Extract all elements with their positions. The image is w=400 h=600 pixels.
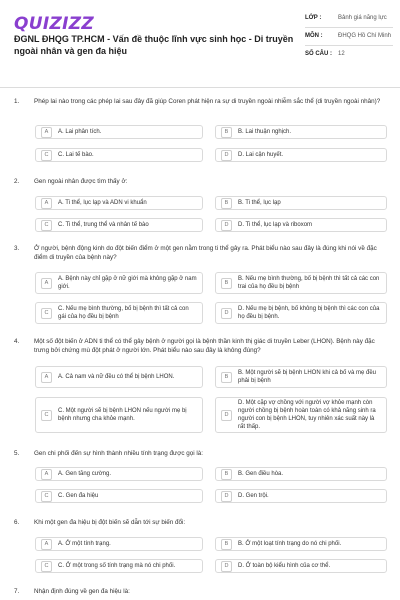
option-text: B. Gen điều hòa. [238,471,284,477]
meta-value: Bảnh giá năng lực [338,15,387,21]
meta-label: LỚP : [305,15,322,21]
option-b[interactable] [215,125,387,139]
option-b[interactable] [215,537,387,551]
meta-value: 12 [338,51,345,57]
meta-label: SỐ CÂU : [305,51,332,57]
option-text: A. Cả nam và nữ đều có thể bị bệnh LHON. [58,374,175,380]
question-number: 2. [14,178,20,185]
option-text: C. Một người sẽ bị bệnh LHON nếu người mẹ bị bệnh nhưng cha khỏe mạnh. [58,408,187,422]
meta-value: ĐHQG Hồ Chí Minh [338,33,392,39]
option-c[interactable] [35,397,203,433]
option-a[interactable] [35,272,203,294]
question-stem [14,587,384,596]
option-letter: B [221,372,232,383]
option-d[interactable] [215,218,387,232]
option-letter: D [221,150,232,161]
question-stem [14,337,384,355]
option-text: C. Ti thể, trung thể và nhân tế bào [58,222,149,228]
option-d[interactable] [215,559,387,573]
option-a[interactable] [35,467,203,481]
option-letter: A [41,372,52,383]
question-number: 7. [14,588,20,595]
option-letter: C [41,410,52,421]
question-number: 1. [14,98,20,105]
option-c[interactable] [35,302,203,324]
option-b[interactable] [215,467,387,481]
option-text: B. Một người sẽ bị bệnh LHON khi cả bố và mẹ đều phải bị bệnh [238,370,377,384]
question-text: Phép lai nào trong các phép lai sau đây đã giúp Coren phát hiện ra sự di truyền ngoài nhiễm sắc thể (di truyền ngoài nhân)? [34,98,381,105]
question-stem [14,244,384,262]
option-c[interactable] [35,489,203,503]
option-letter: B [221,469,232,480]
question-text: Ở người, bệnh động kinh do đột biến điểm ở một gen nằm trong ti thể gây ra. Phát biểu nào sau đây là đúng khi nói về đặc điểm di truyền của bệnh này? [34,245,377,261]
worksheet-title: ĐGNL ĐHQG TP.HCM - Vấn đề thuộc lĩnh vực sinh học - Di truyền ngoài nhân và gen đa hiệu [14,34,294,56]
option-text: B. Lai thuận nghịch. [238,129,292,135]
question-stem [14,518,384,527]
option-letter: B [221,278,232,289]
question-number: 3. [14,245,20,252]
option-letter: C [41,308,52,319]
option-a[interactable] [35,537,203,551]
question-stem [14,449,384,458]
option-letter: D [221,308,232,319]
option-text: A. Gen tăng cường. [58,471,111,477]
option-text: D. Lai cận huyết. [238,152,284,158]
option-d[interactable] [215,397,387,433]
meta-row-count [305,46,393,63]
option-letter: A [41,469,52,480]
option-text: C. Nếu mẹ bình thường, bố bị bệnh thì tất cả con gái của họ đều bị bệnh [58,306,189,320]
quizizz-logo: QUIZIZZ [14,14,94,34]
question-text: Một số đột biến ở ADN ti thể có thể gây bệnh ở người gọi là bệnh thần kinh thị giác di truyền Leber (LHON). Bệnh này đặc trưng bởi chứng mù đột phát ở người lớn. Phát biểu nào sau đây là không đúng? [34,338,375,354]
option-text: A. Ở một tính trạng. [58,541,111,547]
meta-row-subject [305,28,393,46]
option-letter: C [41,561,52,572]
option-c[interactable] [35,218,203,232]
option-text: A. Lai phân tích. [58,129,102,135]
question-stem [14,97,384,106]
option-letter: A [41,278,52,289]
meta-label: MÔN : [305,33,323,39]
question-number: 5. [14,450,20,457]
option-letter: D [221,491,232,502]
option-letter: D [221,561,232,572]
option-text: B. Ti thể, lục lạp [238,200,281,206]
option-text: D. Ở toàn bộ kiểu hình của cơ thể. [238,563,331,569]
option-letter: A [41,127,52,138]
worksheet-header [0,0,400,88]
option-letter: C [41,220,52,231]
question-number: 6. [14,519,20,526]
option-letter: C [41,150,52,161]
question-stem [14,177,384,186]
option-b[interactable] [215,366,387,388]
option-letter: C [41,491,52,502]
option-a[interactable] [35,125,203,139]
meta-row-class [305,10,393,28]
question-text: Nhận định đúng về gen đa hiệu là: [34,588,130,595]
option-b[interactable] [215,196,387,210]
option-text: D. Nếu mẹ bị bệnh, bố không bị bệnh thì các con của họ đều bị bệnh. [238,306,380,320]
option-text: A. Ti thể, lục lạp và ADN vi khuẩn [58,200,147,206]
option-letter: A [41,198,52,209]
option-letter: B [221,127,232,138]
option-text: C. Ở một trong số tính trạng mà nó chi phối. [58,563,176,569]
option-letter: D [221,220,232,231]
option-d[interactable] [215,148,387,162]
option-letter: B [221,539,232,550]
option-text: C. Lai tế bào. [58,152,94,158]
option-a[interactable] [35,366,203,388]
option-letter: A [41,539,52,550]
option-c[interactable] [35,559,203,573]
option-text: A. Bệnh này chỉ gặp ở nữ giới mà không gặp ở nam giới. [58,276,197,290]
question-text: Gen ngoài nhân được tìm thấy ở: [34,178,128,185]
option-text: B. Ở một loạt tính trạng do nó chi phối. [238,541,342,547]
question-text: Khi một gen đa hiệu bị đột biến sẽ dẫn tới sự biến đổi: [34,519,186,526]
option-text: D. Một cặp vợ chồng với người vợ khỏe mạnh còn người chồng bị bệnh hoàn toàn có khả năng sinh ra người con bị bệnh LHON, tuy nhiên xác suất này là rất thấp. [238,400,376,430]
worksheet-meta [305,10,393,63]
option-text: D. Gen trội. [238,493,269,499]
option-d[interactable] [215,489,387,503]
option-text: D. Ti thể, lục lạp và riboxom [238,222,313,228]
option-b[interactable] [215,272,387,294]
question-number: 4. [14,338,20,345]
option-text: B. Nếu mẹ bình thường, bố bị bệnh thì tất cả các con trai của họ đều bị bệnh [238,276,380,290]
option-c[interactable] [35,148,203,162]
option-text: C. Gen đa hiệu [58,493,99,499]
option-a[interactable] [35,196,203,210]
option-letter: D [221,410,232,421]
option-d[interactable] [215,302,387,324]
option-letter: B [221,198,232,209]
question-text: Gen chi phối đến sự hình thành nhiều tính trạng được gọi là: [34,450,204,457]
